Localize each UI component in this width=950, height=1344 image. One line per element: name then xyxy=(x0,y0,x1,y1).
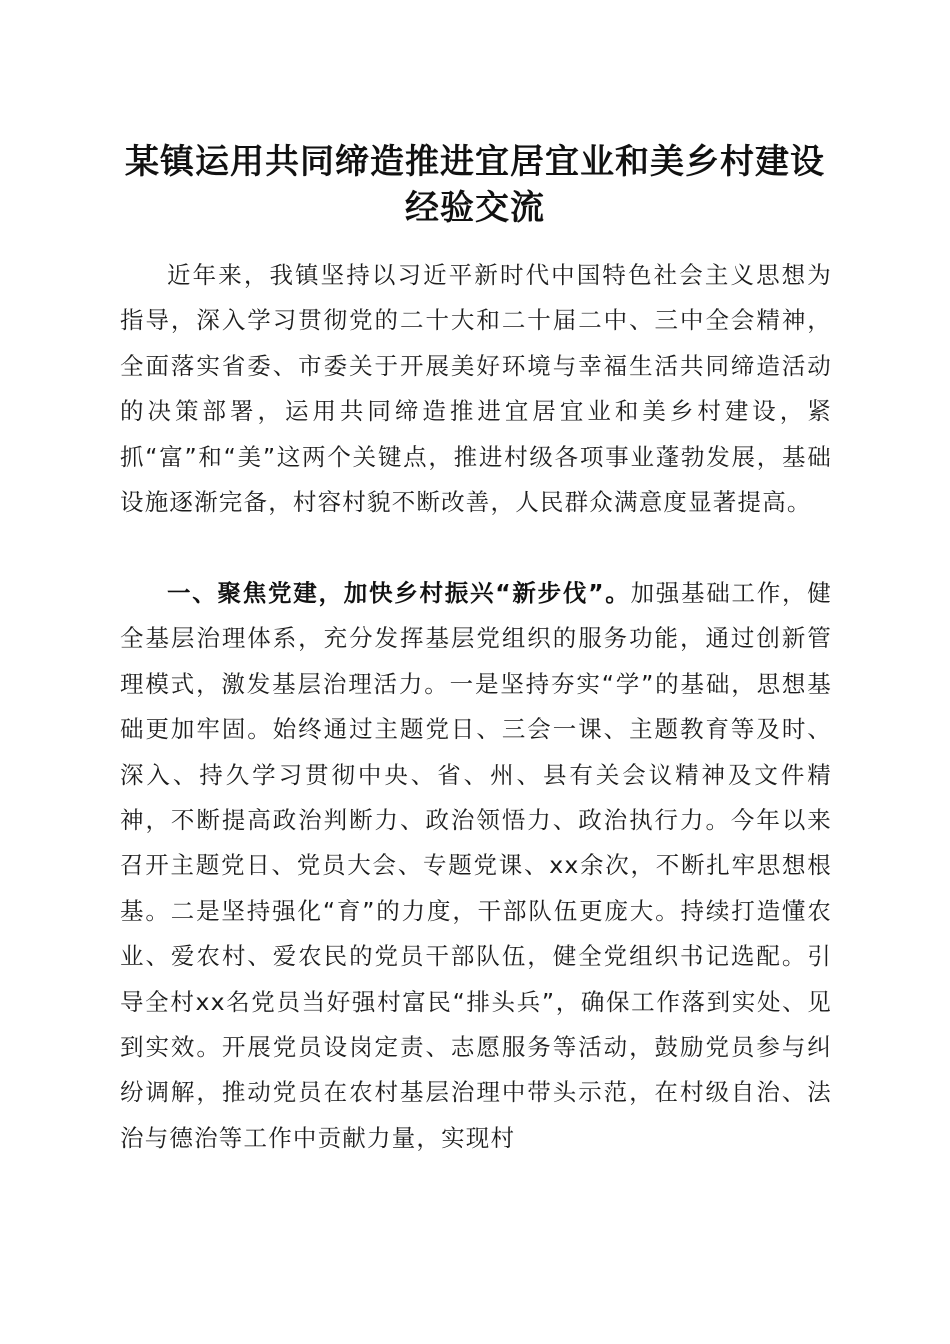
document-title-line1: 某镇运用共同缔造推进宜居宜业和美乡村建设 xyxy=(125,142,825,182)
section-one-heading: 一、聚焦党建，加快乡村振兴“新步伐”。 xyxy=(167,579,631,607)
document-title-line2: 经验交流 xyxy=(405,188,545,228)
paragraph-section-one xyxy=(120,571,832,1161)
section-one-body: 加强基础工作，健全基层治理体系，充分发挥基层党组织的服务功能，通过创新管理模式，激发基层治理活力。一是坚持夯实“学”的基础，思想基础更加牢固。始终通过主题党日、三会一课、主题教育等及时、深入、持久学习贯彻中央、省、州、县有关会议精神及文件精神，不断提高政治判断力、政治领悟力、政治执行力。今年以来召开主题党日、党员大会、专题党课、xx余次，不断扎牢思想根基。二是坚持强化“育”的力度，干部队伍更庞大。持续打造懂农业、爱农村、爱农民的党员干部队伍，健全党组织书记选配。引导全村xx名党员当好强村富民“排头兵”，确保工作落到实处、见到实效。开展党员设岗定责、志愿服务等活动，鼓励党员参与纠纷调解，推动党员在农村基层治理中带头示范，在村级自治、法治与德治等工作中贡献力量，实现村 xyxy=(120,579,832,1152)
paragraph-intro: 近年来，我镇坚持以习近平新时代中国特色社会主义思想为指导，深入学习贯彻党的二十大和二十届二中、三中全会精神，全面落实省委、市委关于开展美好环境与幸福生活共同缔造活动的决策部署，运用共同缔造推进宜居宜业和美乡村建设，紧抓“富”和“美”这两个关键点，推进村级各项事业蓬勃发展，基础设施逐渐完备，村容村貌不断改善，人民群众满意度显著提高。 xyxy=(120,261,832,517)
